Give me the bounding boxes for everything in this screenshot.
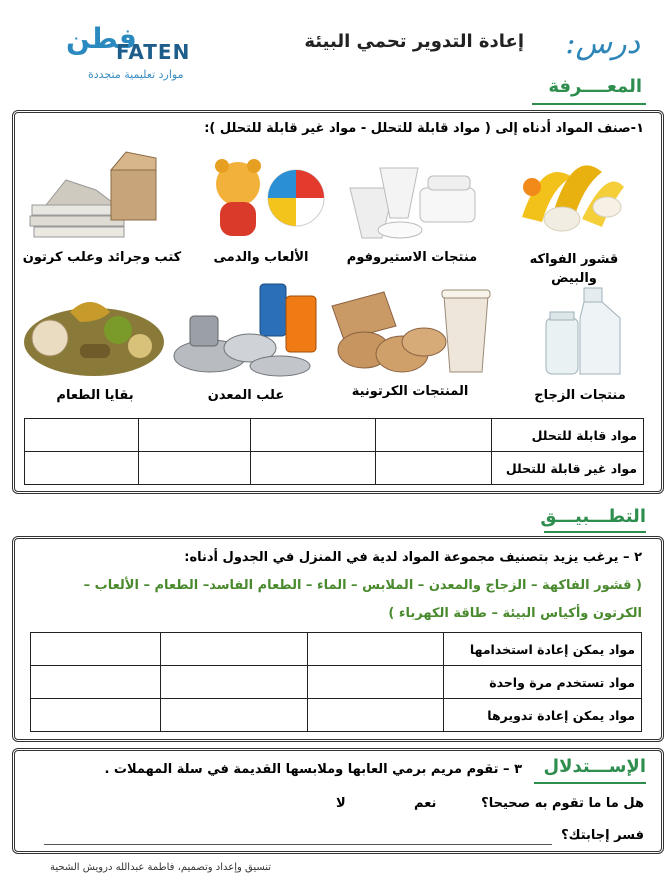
caption-books: كتب وجرائد وعلب كرتون <box>22 250 182 265</box>
section-heading-application: التطـــبيـــق <box>540 506 646 527</box>
answer-cell[interactable] <box>160 699 308 732</box>
table-row <box>25 419 644 452</box>
question-3: ٣ – تقوم مريم برمي العابها وملابسها القديمة في سلة المهملات . <box>104 762 522 777</box>
row-label-reusable: مواد يمكن إعادة استخدامها <box>444 633 642 666</box>
row-label-recyclable: مواد يمكن إعادة تدويرها <box>444 699 642 732</box>
answer-cell[interactable] <box>25 452 139 485</box>
answer-cell[interactable] <box>308 666 444 699</box>
row-label-non-degradable: مواد غير قابلة للتحلل <box>492 452 644 485</box>
row-label-degradable: مواد قابلة للتحلل <box>492 419 644 452</box>
caption-glass: منتجات الزجاج <box>534 388 626 403</box>
answer-cell[interactable] <box>31 633 161 666</box>
materials-list-line-2: الكرتون وأكياس البيئة – طاقة الكهرباء ) <box>388 606 642 621</box>
caption-metal-cans: علب المعدن <box>207 388 285 403</box>
answer-no-option[interactable]: لا <box>336 796 346 811</box>
answer-cell[interactable] <box>160 666 308 699</box>
answer-cell[interactable] <box>138 452 250 485</box>
section-underline <box>534 782 646 784</box>
question-1: ١-صنف المواد أدناه إلى ( مواد قابلة للتحلل - مواد غير قابلة للتحلل ): <box>204 121 644 136</box>
caption-fruit-peels: قشور الفواكه والبيض <box>529 252 619 286</box>
table-row <box>31 699 642 732</box>
books-newspapers-cardboard-icon <box>26 150 166 244</box>
answer-cell[interactable] <box>250 452 376 485</box>
caption-paper-products: المنتجات الكرتونية <box>351 384 469 399</box>
explain-answer-line[interactable] <box>44 844 552 845</box>
toys-dolls-icon <box>196 150 328 242</box>
table-row <box>31 633 642 666</box>
glass-bottles-icon <box>536 284 636 380</box>
degradable-classification-table <box>24 418 644 485</box>
styrofoam-products-icon <box>340 158 480 242</box>
logo-arabic: فطن <box>66 22 137 55</box>
explain-prompt: فسر إجابتك؟ <box>561 828 644 843</box>
food-waste-icon <box>20 282 168 380</box>
lesson-label: درس: <box>565 26 640 61</box>
section-underline <box>544 531 646 533</box>
caption-styrofoam: منتجات الاستيروفوم <box>346 250 478 265</box>
fruit-peels-eggshells-icon <box>508 142 636 242</box>
paper-plates-cups-icon <box>324 286 494 376</box>
answer-cell[interactable] <box>308 633 444 666</box>
reuse-classification-table <box>30 632 642 732</box>
logo-brand: FATEN <box>116 40 191 64</box>
section-underline <box>532 103 646 105</box>
faten-logo <box>48 18 228 88</box>
answer-cell[interactable] <box>138 419 250 452</box>
answer-cell[interactable] <box>376 452 492 485</box>
answer-cell[interactable] <box>160 633 308 666</box>
section-heading-knowledge: المعــــرفة <box>548 76 642 97</box>
answer-yes-option[interactable]: نعم <box>414 796 437 811</box>
metal-cans-icon <box>170 282 322 380</box>
footer-credit: تنسيق وإعداد وتصميم، فاطمة عبدالله درويش الشحية <box>50 862 272 873</box>
logo-tagline: موارد تعليمية متجددة <box>88 68 184 81</box>
section-heading-reasoning: الإســـتدلال <box>543 756 646 777</box>
answer-cell[interactable] <box>31 699 161 732</box>
table-row <box>25 452 644 485</box>
answer-cell[interactable] <box>31 666 161 699</box>
page-title: إعادة التدوير تحمي البيئة <box>304 31 524 52</box>
answer-cell[interactable] <box>250 419 376 452</box>
answer-cell[interactable] <box>376 419 492 452</box>
answer-cell[interactable] <box>25 419 139 452</box>
caption-toys: الألعاب والدمى <box>213 250 309 265</box>
question-3-ask: هل ما ما تقوم به صحيحا؟ <box>481 796 644 811</box>
materials-list-line-1: ( قشور الفاكهة – الزجاج والمعدن – الملابس – الماء – الطعام الفاسد– الطعام – الألعاب – <box>83 578 642 593</box>
question-2: ٢ – يرغب يزيد بتصنيف مجموعة المواد لدية في المنزل في الجدول أدناه: <box>184 550 642 565</box>
caption-food-waste: بقايا الطعام <box>56 388 134 403</box>
table-row <box>31 666 642 699</box>
row-label-single-use: مواد تستخدم مرة واحدة <box>444 666 642 699</box>
answer-cell[interactable] <box>308 699 444 732</box>
